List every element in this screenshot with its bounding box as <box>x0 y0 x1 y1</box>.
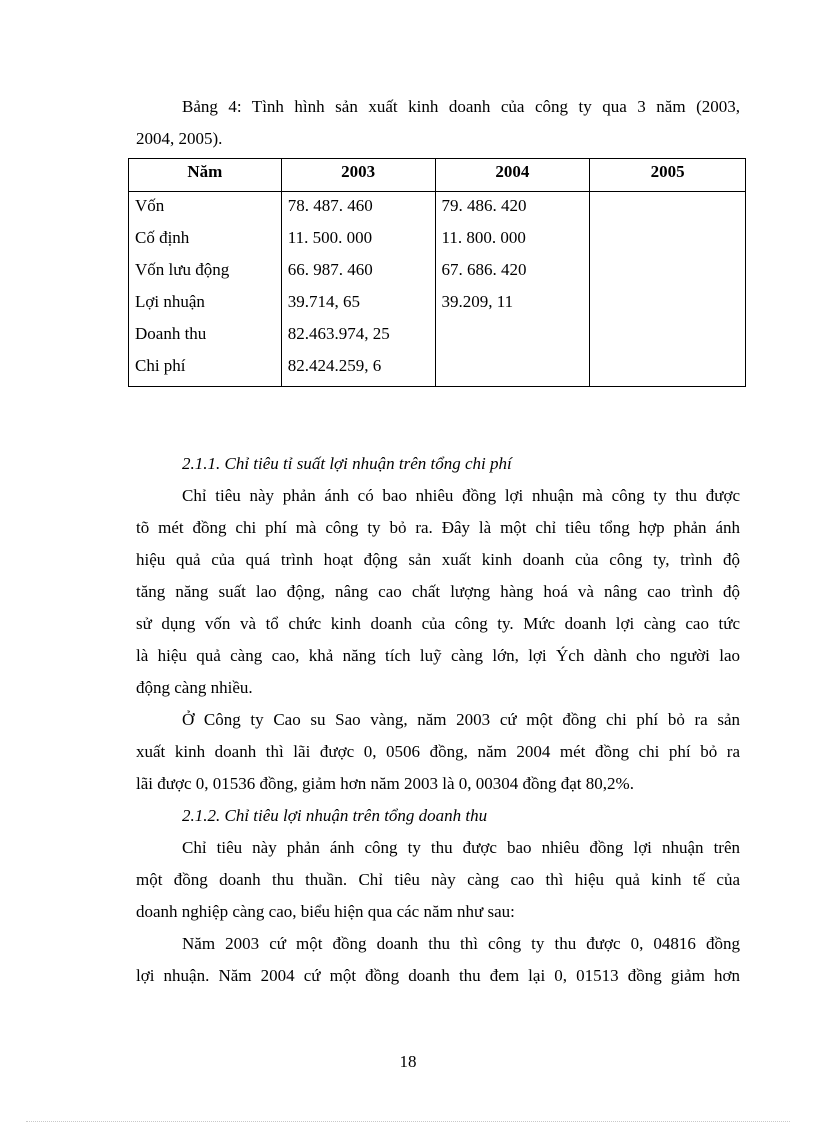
business-results-table <box>128 158 746 387</box>
row-label: Vốn <box>129 192 282 225</box>
paragraph-line: một đồng doanh thu thuần. Chỉ tiêu này càng cao thì hiệu quả kinh tế của <box>136 870 740 889</box>
cell-2003: 39.714, 65 <box>281 288 435 320</box>
row-label: Doanh thu <box>129 320 282 352</box>
cell-2004: 67. 686. 420 <box>435 256 590 288</box>
cell-2003: 78. 487. 460 <box>281 192 435 225</box>
paragraph-line: lợi nhuận. Năm 2004 cứ một đồng doanh thu đem lại 0, 01513 đồng giảm hơn <box>136 966 740 985</box>
cell-2005 <box>590 192 746 225</box>
table-caption-line-2: 2004, 2005). <box>136 129 223 148</box>
table-caption-line-1: Bảng 4: Tình hình sản xuất kinh doanh của công ty qua 3 năm (2003, <box>182 97 740 116</box>
cell-2005 <box>590 320 746 352</box>
cell-2005 <box>590 224 746 256</box>
row-label: Cố định <box>129 224 282 256</box>
paragraph-line: xuất kinh doanh thì lãi được 0, 0506 đồng, năm 2004 mét đồng chi phí bỏ ra <box>136 742 740 761</box>
row-label: Vốn lưu động <box>129 256 282 288</box>
paragraph-line: là hiệu quả càng cao, khả năng tích luỹ càng lớn, lợi Ých dành cho người lao <box>136 646 740 665</box>
paragraph-line: Năm 2003 cứ một đồng doanh thu thì công ty thu được 0, 04816 đồng <box>182 934 740 953</box>
row-label: Lợi nhuận <box>129 288 282 320</box>
table-row <box>129 320 746 352</box>
cell-2004 <box>435 320 590 352</box>
row-label: Chi phí <box>129 352 282 387</box>
section-heading-2-1-2: 2.1.2. Chỉ tiêu lợi nhuận trên tổng doanh thu <box>182 806 488 825</box>
cell-2005 <box>590 256 746 288</box>
cell-2003: 82.463.974, 25 <box>281 320 435 352</box>
paragraph-line: hiệu quả của quá trình hoạt động sản xuất kinh doanh của công ty, trình độ <box>136 550 740 569</box>
cell-2004 <box>435 352 590 387</box>
paragraph-line: lãi được 0, 01536 đồng, giảm hơn năm 2003 là 0, 00304 đồng đạt 80,2%. <box>136 774 634 793</box>
cell-2004: 79. 486. 420 <box>435 192 590 225</box>
cell-2003: 66. 987. 460 <box>281 256 435 288</box>
table-row <box>129 192 746 225</box>
cell-2004: 39.209, 11 <box>435 288 590 320</box>
page-number: 18 <box>399 1052 417 1071</box>
paragraph-line: Ở Công ty Cao su Sao vàng, năm 2003 cứ một đồng chi phí bỏ ra sản <box>182 710 740 729</box>
table-row <box>129 256 746 288</box>
paragraph-line: tõ mét đồng chi phí mà công ty bỏ ra. Đây là một chỉ tiêu tổng hợp phản ánh <box>136 518 740 537</box>
header-2003: 2003 <box>281 159 435 192</box>
section-heading-2-1-1: 2.1.1. Chỉ tiêu tỉ suất lợi nhuận trên tổng chi phí <box>182 454 512 473</box>
cell-2005 <box>590 352 746 387</box>
bottom-divider <box>26 1121 790 1122</box>
cell-2004: 11. 800. 000 <box>435 224 590 256</box>
table-row <box>129 224 746 256</box>
header-2004: 2004 <box>435 159 590 192</box>
cell-2003: 82.424.259, 6 <box>281 352 435 387</box>
cell-2003: 11. 500. 000 <box>281 224 435 256</box>
paragraph-line: Chỉ tiêu này phản ánh có bao nhiêu đồng lợi nhuận mà công ty thu được <box>182 486 740 505</box>
header-2005: 2005 <box>590 159 746 192</box>
paragraph-line: doanh nghiệp càng cao, biểu hiện qua các năm như sau: <box>136 902 515 921</box>
table-header-row <box>129 159 746 192</box>
header-year: Năm <box>129 159 282 192</box>
cell-2005 <box>590 288 746 320</box>
paragraph-line: động càng nhiều. <box>136 678 253 697</box>
paragraph-line: sử dụng vốn và tổ chức kinh doanh của công ty. Mức doanh lợi càng cao tức <box>136 614 740 633</box>
paragraph-line: tăng năng suất lao động, nâng cao chất lượng hàng hoá và nâng cao trình độ <box>136 582 740 601</box>
table-row <box>129 288 746 320</box>
table-row <box>129 352 746 387</box>
paragraph-line: Chỉ tiêu này phản ánh công ty thu được bao nhiêu đồng lợi nhuận trên <box>182 838 740 857</box>
